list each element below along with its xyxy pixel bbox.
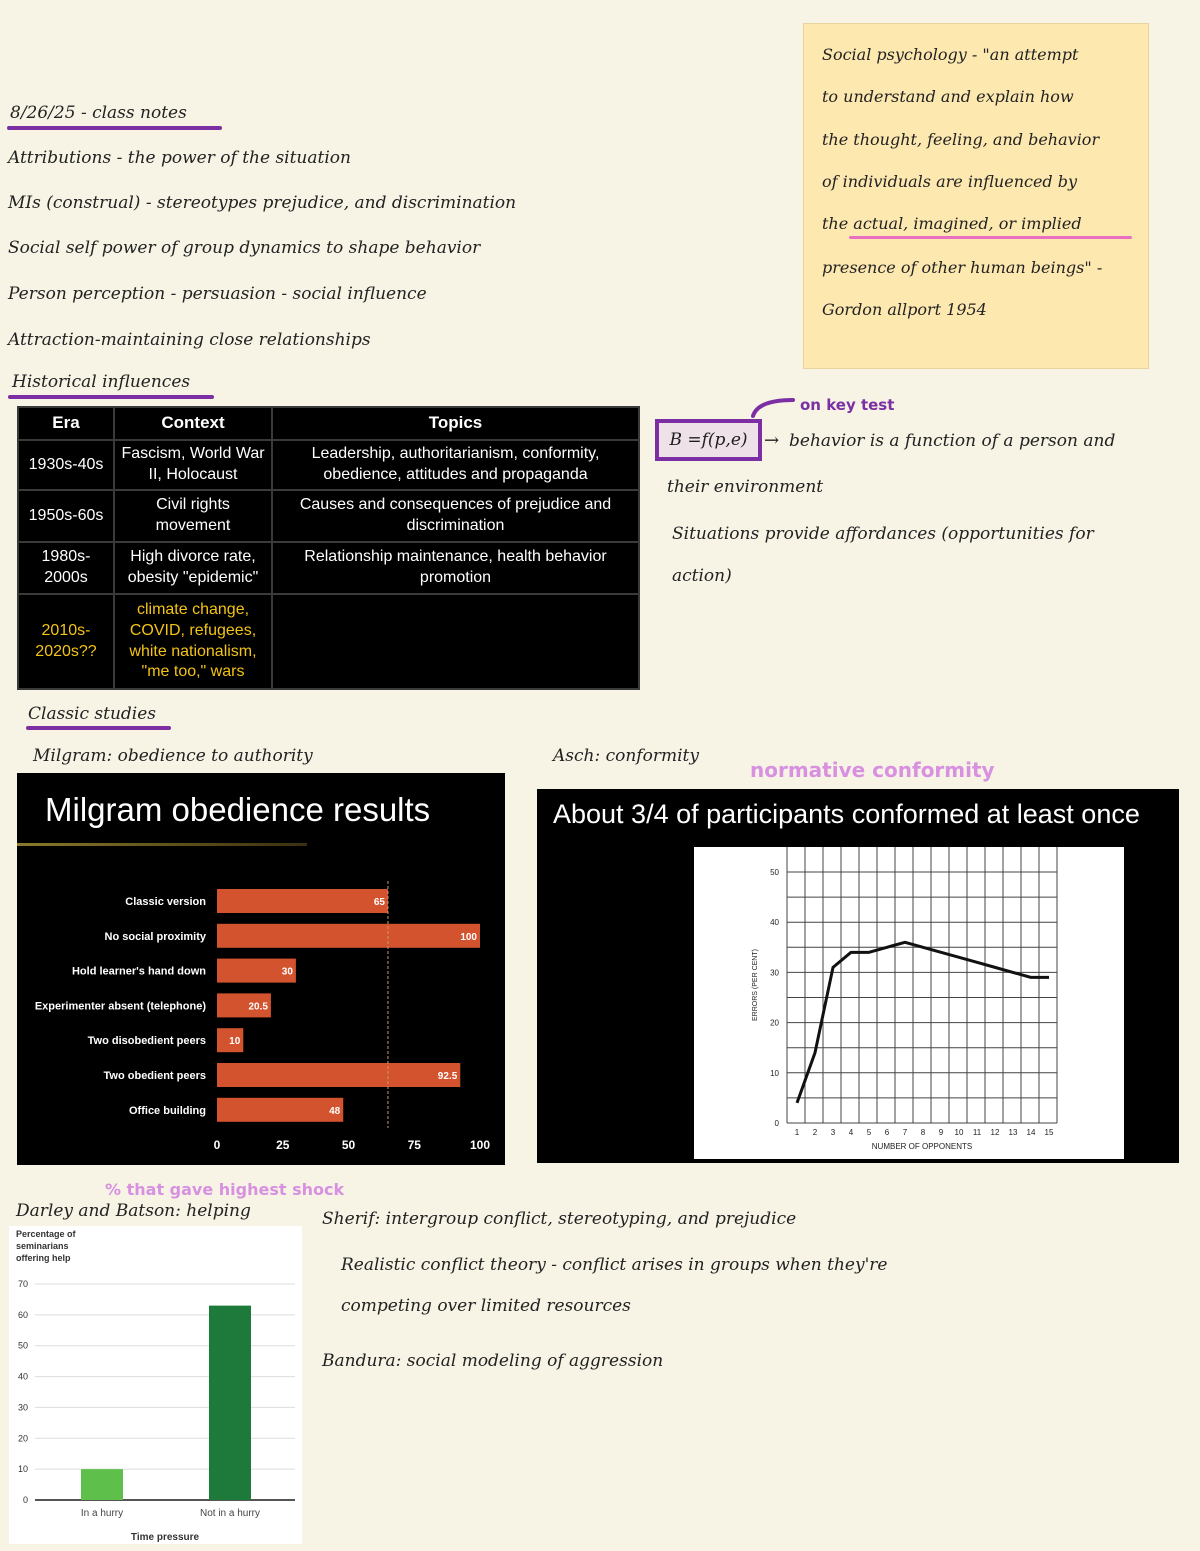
table-cell-context: Civil rights movement <box>114 490 272 542</box>
table-cell-context: climate change, COVID, refugees, white nationalism, "me too," wars <box>114 594 272 689</box>
y-axis-label: Percentage of <box>16 1229 76 1239</box>
x-tick-label: 13 <box>1008 1128 1018 1137</box>
table-cell-context: Fascism, World War II, Holocaust <box>114 440 272 490</box>
x-tick-label: 25 <box>276 1138 290 1152</box>
y-tick-label: 30 <box>770 968 779 978</box>
bandura-label: Bandura: social modeling of aggression <box>322 1351 664 1371</box>
bar-value-label: 10 <box>229 1036 241 1048</box>
bar <box>217 889 388 913</box>
table-cell-topics: Causes and consequences of prejudice and discrimination <box>272 490 639 542</box>
x-tick-label: 9 <box>938 1128 944 1137</box>
classic-underline <box>26 726 171 730</box>
y-tick-label: 20 <box>17 1433 28 1444</box>
highest-shock-annotation: % that gave highest shock <box>105 1180 345 1199</box>
table-cell-era: 1930s-40s <box>18 440 114 490</box>
arrow-icon: → <box>764 430 780 451</box>
bar-value-label: 92.5 <box>437 1071 458 1082</box>
formula-box <box>655 419 762 461</box>
sticky-line: presence of other human beings" - <box>822 258 1103 277</box>
y-tick-label: 20 <box>770 1018 779 1028</box>
note-line: Person perception - persuasion - social influence <box>8 284 427 304</box>
y-tick-label: 10 <box>770 1068 779 1078</box>
darley-label: Darley and Batson: helping <box>16 1201 251 1221</box>
x-tick-label: 4 <box>848 1128 854 1137</box>
historical-table <box>17 406 640 690</box>
asch-chart <box>537 789 1179 1163</box>
table-cell-topics: Relationship maintenance, health behavior promotion <box>272 542 639 594</box>
y-axis-label: ERRORS (PER CENT) <box>752 949 759 1021</box>
bar-category-label: Experimenter absent (telephone) <box>34 1000 206 1013</box>
table-header-context: Context <box>114 407 272 440</box>
x-tick-label: 15 <box>1044 1128 1054 1137</box>
lewin-line: Situations provide affordances (opportunities for <box>672 524 1094 544</box>
x-tick-label: 14 <box>1026 1128 1036 1137</box>
normative-conformity-annotation: normative conformity <box>750 758 995 782</box>
y-tick-label: 70 <box>17 1279 28 1289</box>
table-row <box>18 542 639 594</box>
x-tick-label: In a hurry <box>80 1508 124 1519</box>
y-tick-label: 0 <box>22 1495 28 1505</box>
lewin-line: behavior is a function of a person and <box>789 431 1116 451</box>
bar <box>209 1306 251 1500</box>
y-tick-label: 50 <box>770 868 779 877</box>
x-tick-label: 3 <box>830 1128 836 1137</box>
milgram-chart <box>17 773 505 1165</box>
sticky-line: to understand and explain how <box>822 87 1074 106</box>
table-cell-topics: Leadership, authoritarianism, conformity, obedience, attitudes and propaganda <box>272 440 639 490</box>
table-row <box>18 490 639 542</box>
bar <box>217 924 480 948</box>
title-underline <box>7 126 222 130</box>
bar-category-label: Hold learner's hand down <box>71 965 206 978</box>
bar <box>81 1469 123 1500</box>
sticky-line: the thought, feeling, and behavior <box>822 130 1100 149</box>
table-cell-era: 1980s-2000s <box>18 542 114 594</box>
bar-category-label: Classic version <box>125 896 206 908</box>
bar-value-label: 48 <box>329 1105 341 1117</box>
bar-category-label: Two disobedient peers <box>87 1035 206 1048</box>
x-tick-label: 0 <box>213 1138 221 1152</box>
y-tick-label: 30 <box>17 1402 28 1413</box>
x-tick-label: 50 <box>341 1138 356 1152</box>
bar-value-label: 65 <box>373 897 385 908</box>
bar-value-label: 30 <box>281 966 293 978</box>
x-tick-label: 6 <box>884 1128 890 1137</box>
asch-label: Asch: conformity <box>553 746 699 766</box>
table-cell-context: High divorce rate, obesity "epidemic" <box>114 542 272 594</box>
bar-value-label: 100 <box>460 931 477 943</box>
x-tick-label: 8 <box>920 1128 926 1137</box>
x-tick-label: 5 <box>866 1128 872 1137</box>
on-key-test-annotation: on key test <box>800 396 895 414</box>
bar <box>217 1063 460 1087</box>
sticky-line: Gordon allport 1954 <box>822 300 987 319</box>
y-tick-label: 40 <box>770 918 779 928</box>
x-axis-label: Time pressure <box>130 1532 200 1543</box>
bar <box>217 1098 343 1122</box>
x-tick-label: 2 <box>812 1128 818 1137</box>
sherif-label: Sherif: intergroup conflict, stereotyping, and prejudice <box>322 1209 797 1229</box>
darley-plot <box>9 1226 302 1544</box>
sticky-line: of individuals are influenced by <box>822 172 1078 191</box>
sticky-line: the actual, imagined, or implied <box>822 214 1082 233</box>
y-tick-label: 60 <box>17 1309 28 1320</box>
x-tick-label: 12 <box>990 1128 1000 1137</box>
lewin-line: action) <box>672 566 732 586</box>
y-axis-label: offering help <box>16 1253 71 1263</box>
note-line: Attraction-maintaining close relationships <box>8 330 371 350</box>
x-tick-label: 11 <box>972 1128 982 1137</box>
lewin-line: their environment <box>667 477 824 497</box>
table-cell-era: 1950s-60s <box>18 490 114 542</box>
table-header-era: Era <box>18 407 114 440</box>
table-row <box>18 594 639 689</box>
sherif-line: competing over limited resources <box>341 1296 631 1316</box>
x-tick-label: 7 <box>902 1128 908 1137</box>
hook-stroke <box>748 392 808 422</box>
note-date-title: 8/26/25 - class notes <box>10 103 187 123</box>
x-tick-label: 10 <box>954 1128 964 1137</box>
milgram-label: Milgram: obedience to authority <box>33 746 313 766</box>
sherif-line: Realistic conflict theory - conflict arises in groups when they're <box>341 1255 888 1275</box>
historical-underline <box>8 395 214 399</box>
darley-chart <box>9 1226 302 1544</box>
table-header-topics: Topics <box>272 407 639 440</box>
x-tick-label: 1 <box>794 1128 800 1137</box>
bar-category-label: Two obedient peers <box>103 1070 206 1082</box>
historical-heading: Historical influences <box>12 372 191 392</box>
y-tick-label: 0 <box>774 1119 779 1128</box>
y-tick-label: 40 <box>17 1371 28 1382</box>
note-line: Social self power of group dynamics to shape behavior <box>8 238 481 258</box>
x-tick-label: 75 <box>407 1138 421 1152</box>
milgram-plot <box>17 773 505 1165</box>
bar-value-label: 20.5 <box>248 1001 268 1013</box>
sticky-note[interactable] <box>803 23 1149 369</box>
bar-category-label: No social proximity <box>104 930 206 943</box>
y-tick-label: 50 <box>17 1340 28 1351</box>
table-cell-era: 2010s-2020s?? <box>18 594 114 689</box>
milgram-chart-title: Milgram obedience results <box>45 791 431 828</box>
y-tick-label: 10 <box>17 1464 28 1475</box>
x-axis-label: NUMBER OF OPPONENTS <box>871 1142 973 1151</box>
x-tick-label: 100 <box>469 1138 491 1152</box>
asch-plot <box>694 847 1124 1159</box>
table-cell-topics <box>272 594 639 689</box>
highlight-underline <box>849 236 1132 239</box>
classic-heading: Classic studies <box>28 704 156 724</box>
note-line: Attributions - the power of the situation <box>8 148 351 168</box>
asch-chart-title: About 3/4 of participants conformed at least once <box>553 799 1140 829</box>
bar-category-label: Office building <box>129 1104 206 1117</box>
sticky-line: Social psychology - "an attempt <box>822 45 1079 64</box>
table-row <box>18 440 639 490</box>
formula-text: B =f(p,e) <box>669 430 748 450</box>
y-axis-label: seminarians <box>16 1241 69 1251</box>
note-line: MIs (construal) - stereotypes prejudice, and discrimination <box>8 193 517 213</box>
asch-plot-area <box>694 847 1124 1159</box>
x-tick-label: Not in a hurry <box>199 1508 261 1519</box>
